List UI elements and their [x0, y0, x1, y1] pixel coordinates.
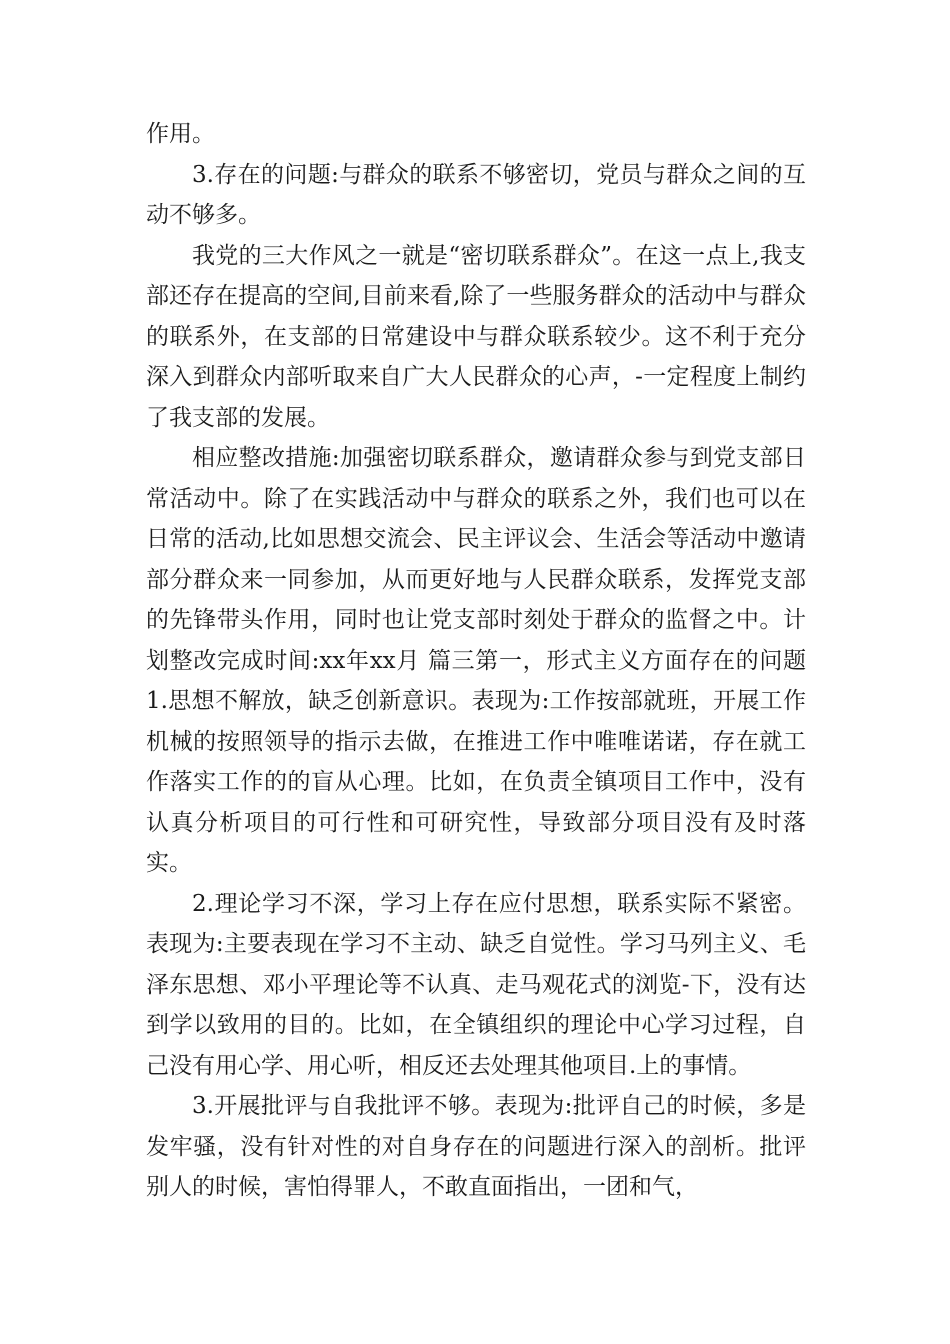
- paragraph-mass-line: 我党的三大作风之一就是“密切联系群众”。在这一点上,我支部还存在提高的空间,目前来看,除了一些服务群众的活动中与群众的联系外，在支部的日常建设中与群众联系较少。这不利于充分深入到群众内部听取来自广大人民群众的心声，-一定程度上制约了我支部的发展。: [146, 242, 806, 431]
- paragraph-problem-3: 3.存在的问题:与群众的联系不够密切，党员与群众之间的互动不够多。: [146, 161, 806, 228]
- paragraph-continuation: 作用。: [146, 121, 215, 147]
- paragraph-theory-study: 2.理论学习不深，学习上存在应付思想，联系实际不紧密。表现为:主要表现在学习不主动、缺乏自觉性。学习马列主义、毛泽东思想、邓小平理论等不认真、走马观花式的浏览-下，没有达到学以致用的目的。比如，在全镇组织的理论中心学习过程，自己没有用心学、用心听，相反还去处理其他项目.上的事情。: [146, 890, 806, 1079]
- paragraph-criticism: 3.开展批评与自我批评不够。表现为:批评自己的时候，多是发牢骚，没有针对性的对自身存在的问题进行深入的剖析。批评别人的时候，害怕得罪人，不敢直面指出，一团和气，: [146, 1093, 806, 1200]
- document-body: [146, 114, 806, 1208]
- paragraph-rectification-measures: 相应整改措施:加强密切联系群众，邀请群众参与到党支部日常活动中。除了在实践活动中与群众的联系之外，我们也可以在日常的活动,比如思想交流会、民主评议会、生活会等活动中邀请部分群众来一同参加，从而更好地与人民群众联系，发挥党支部的先锋带头作用，同时也让党支部时刻处于群众的监督之中。计划整改完成时间:xx年xx月 篇三第一，形式主义方面存在的问题 1.思想不解放，缺乏创新意识。表现为:工作按部就班，开展工作机械的按照领导的指示去做，在推进工作中唯唯诺诺，存在就工作落实工作的的盲从心理。比如，在负责全镇项目工作中，没有认真分析项目的可行性和可研究性，导致部分项目没有及时落实。: [146, 445, 806, 876]
